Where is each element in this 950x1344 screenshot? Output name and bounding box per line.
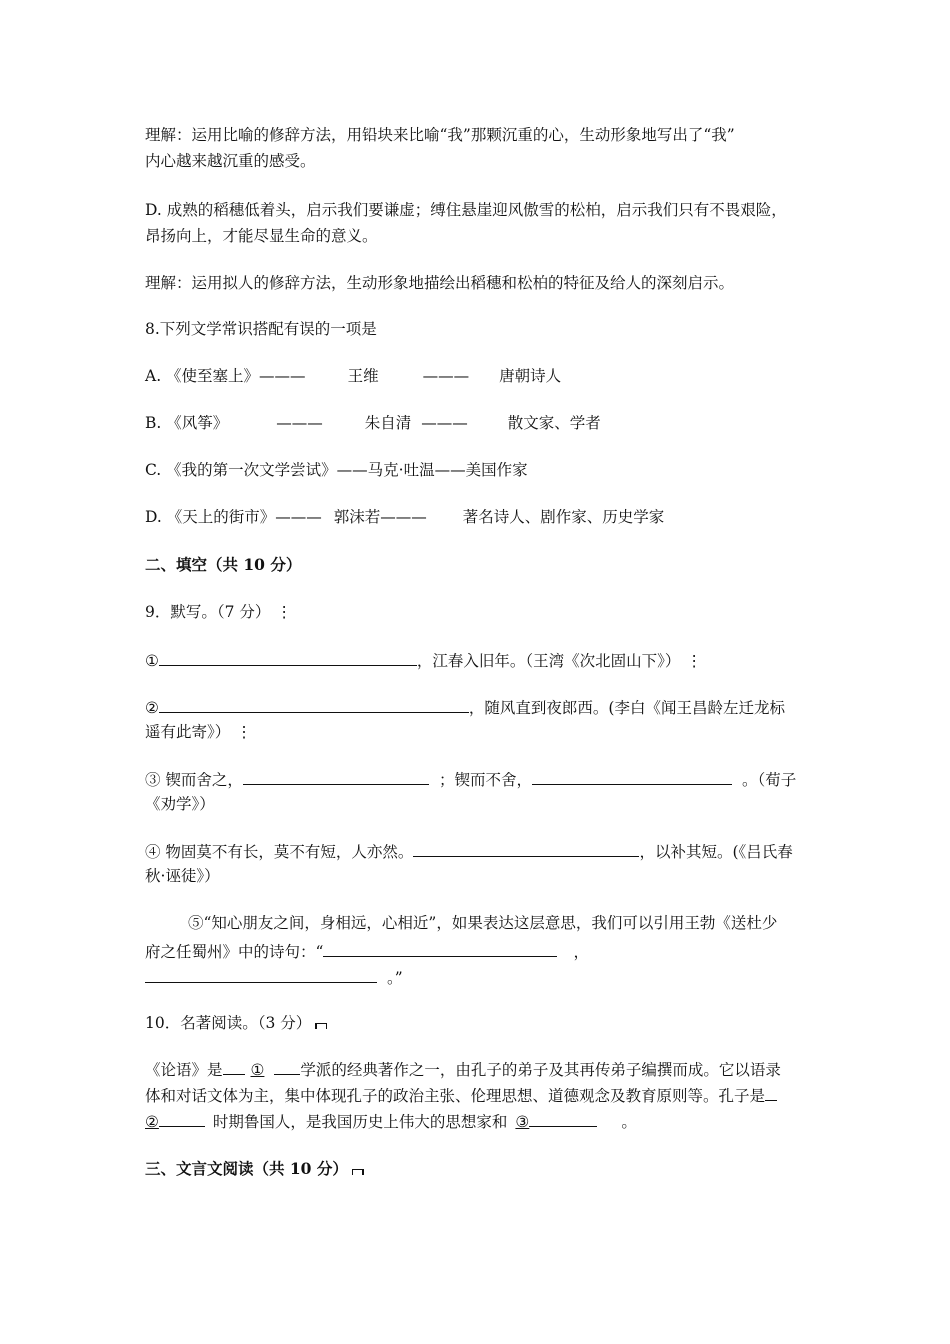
q9-item-2 — [145, 696, 785, 719]
q8-a-label: A. 《使至塞上》——— — [145, 367, 306, 385]
q10-n1: ① — [250, 1061, 265, 1079]
q9-i4-blank[interactable] — [413, 840, 639, 857]
q10-l1-a: 《论语》是 — [145, 1061, 223, 1079]
q8-a-desc: 唐朝诗人 — [499, 367, 562, 385]
q9-i4-before: ④ 物固莫不有长，莫不有短，人亦然。 — [145, 843, 414, 861]
q10-blank3[interactable] — [529, 1110, 597, 1127]
q8-b-label: B. 《风筝》 — [145, 414, 229, 432]
q9-title — [145, 601, 278, 623]
q7-c-understanding-line2: 内心越来越沉重的感受。 — [145, 152, 316, 170]
q7-c-understanding-line1: 理解：运用比喻的修辞方法，用铅块来比喻“我”那颗沉重的心，生动形象地写出了“我” — [145, 126, 735, 144]
q8-b-dash2: ——— — [421, 414, 468, 432]
colon-mark-icon — [276, 601, 278, 623]
q9-i3-before: ③ 锲而舍之， — [145, 771, 243, 789]
q9-i5-blank2[interactable] — [145, 966, 377, 983]
q9-i1-after: ，江春入旧年。（王湾《次北固山下》） — [416, 652, 681, 670]
q9-title-text: 9．默写。（7 分） — [145, 603, 271, 621]
colon-mark-icon — [686, 650, 688, 672]
colon-mark-icon — [236, 721, 238, 743]
q7-d-understanding: 理解：运用拟人的修辞方法，生动形象地描绘出稻穗和松柏的特征及给人的深刻启示。 — [145, 274, 735, 292]
q8-a-dash: ——— — [422, 367, 470, 385]
section-2-title: 二、填空（共 10 分） — [145, 555, 302, 574]
q9-i5-line2-before: 府之任蜀州》中的诗句：“ — [145, 943, 324, 961]
q9-i3-blank2[interactable] — [532, 768, 732, 785]
q9-i5-blank1[interactable] — [323, 940, 557, 957]
q8-b-author: 朱自清 — [364, 414, 412, 432]
bracket-mark-icon — [315, 1023, 327, 1034]
q7-option-d-line2: 昂扬向上，才能尽显生命的意义。 — [145, 227, 378, 245]
q10-line2 — [145, 1084, 777, 1107]
q10-blank2[interactable] — [159, 1110, 205, 1127]
q9-i2-blank[interactable] — [159, 696, 469, 713]
q8-b-desc: 散文家、学者 — [507, 414, 601, 432]
section-3-title — [145, 1158, 364, 1180]
q10-title — [145, 1012, 327, 1034]
q9-i1-num: ① — [145, 652, 159, 670]
q9-i2-num: ② — [145, 699, 159, 717]
q10-n2: ② — [145, 1113, 159, 1131]
q9-i5-line3-after: 。” — [387, 969, 403, 987]
q9-item-5-line1: ⑤“知心朋友之间，身相远，心相近”，如果表达这层意思，我们可以引用王勃《送杜少 — [188, 914, 778, 932]
q10-line1 — [145, 1058, 781, 1081]
q9-item-5-line2 — [145, 940, 589, 963]
q9-i3-mid: ；锲而不舍， — [438, 771, 532, 789]
q9-item-5-line3 — [145, 966, 403, 989]
q10-l3-a: 时期鲁国人，是我国历史上伟大的思想家和 — [212, 1113, 508, 1131]
q9-item-4 — [145, 840, 793, 863]
q8-d-author: 郭沫若——— — [333, 508, 427, 526]
q9-item-3 — [145, 768, 796, 791]
q10-blank-pre1[interactable] — [223, 1058, 245, 1075]
q9-i2-line2: 遥有此寄》） — [145, 723, 231, 741]
q10-n3: ③ — [515, 1113, 530, 1131]
q10-blank1[interactable] — [274, 1058, 300, 1075]
q9-i2-after: ，随风直到夜郎西。(李白《闻王昌龄左迁龙标 — [468, 699, 785, 717]
q8-d-label: D. 《天上的街市》——— — [145, 508, 322, 526]
q10-l2: 体和对话文体为主，集中体现孔子的政治主张、伦理思想、道德观念及教育原则等。孔子是 — [145, 1087, 766, 1105]
q8-d-desc: 著名诗人、剧作家、历史学家 — [462, 508, 665, 526]
q8-b-dash1: ——— — [276, 414, 323, 432]
q9-item-3-line2: 《劝学》） — [145, 795, 215, 813]
q9-item-4-line2: 秋·诬徒》） — [145, 867, 220, 885]
section-3-title-text: 三、文言文阅读（共 10 分） — [145, 1159, 348, 1178]
q10-title-text: 10．名著阅读。（3 分） — [145, 1014, 312, 1032]
q9-i1-blank[interactable] — [159, 649, 417, 666]
q8-a-author: 王维 — [347, 367, 379, 385]
q10-blank-pre2[interactable] — [765, 1084, 777, 1101]
q9-item-1 — [145, 649, 688, 672]
q10-line3 — [145, 1110, 637, 1133]
q9-i3-blank1[interactable] — [243, 768, 429, 785]
q7-option-d-line1: D. 成熟的稻穗低着头，启示我们要谦虚；缚住悬崖迎风傲雪的松柏，启示我们只有不畏艰险， — [145, 201, 787, 219]
q8-title: 8.下列文学常识搭配有误的一项是 — [145, 320, 377, 338]
q9-i3-after: 。（荀子 — [741, 771, 797, 789]
q10-l3-end: 。 — [621, 1113, 637, 1131]
q9-i5-line2-after: ， — [573, 943, 589, 961]
q8-option-b — [145, 412, 601, 434]
q10-l1-b: 学派的经典著作之一，由孔子的弟子及其再传弟子编撰而成。它以语录 — [300, 1061, 781, 1079]
q8-option-c: C. 《我的第一次文学尝试》——马克·吐温——美国作家 — [145, 461, 528, 479]
q9-item-2-line2 — [145, 721, 238, 743]
q9-i4-after: ，以补其短。(《吕氏春 — [639, 843, 793, 861]
q8-option-a — [145, 365, 561, 387]
q8-option-d — [145, 506, 664, 528]
bracket-mark-icon — [352, 1169, 364, 1180]
